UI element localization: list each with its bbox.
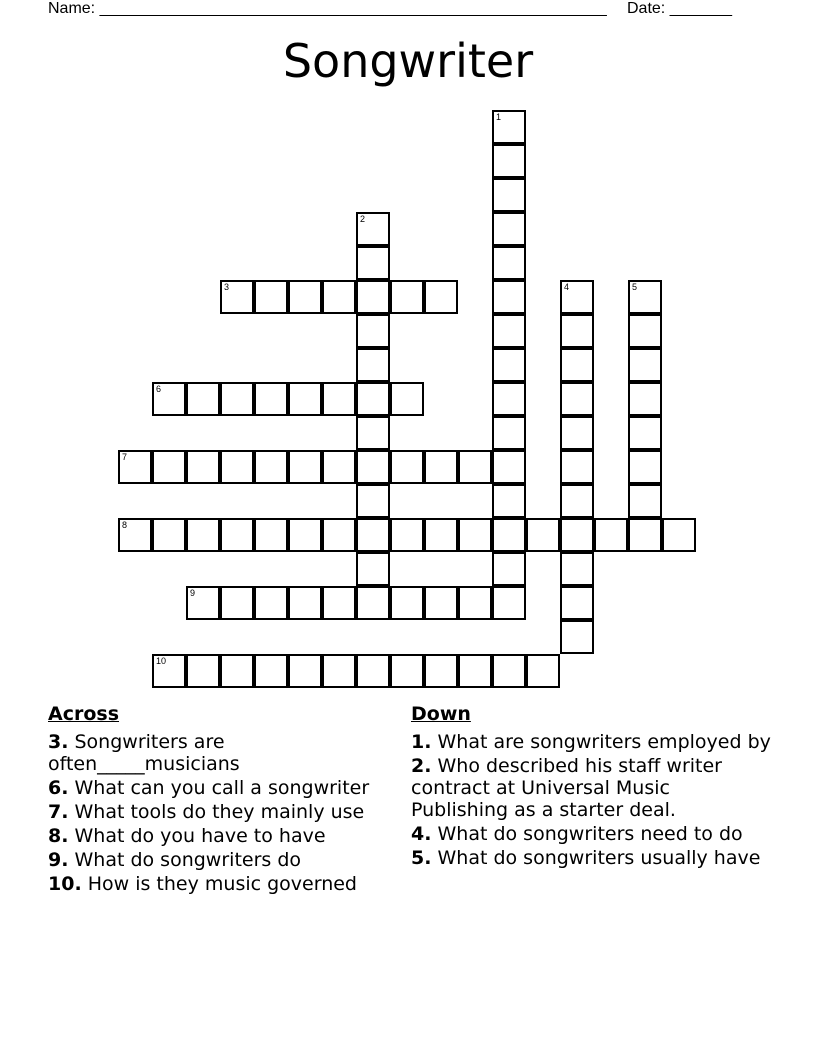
crossword-cell[interactable]	[186, 382, 220, 416]
clue-number: 10.	[48, 873, 82, 895]
crossword-cell[interactable]	[492, 654, 526, 688]
crossword-cell[interactable]	[322, 654, 356, 688]
crossword-cell[interactable]	[424, 586, 458, 620]
crossword-cell[interactable]	[492, 484, 526, 518]
clue-text: What do songwriters do	[74, 849, 302, 871]
crossword-cell[interactable]	[288, 450, 322, 484]
crossword-cell[interactable]	[560, 416, 594, 450]
crossword-cell[interactable]	[152, 382, 186, 416]
crossword-cell[interactable]	[594, 518, 628, 552]
crossword-cell[interactable]	[356, 654, 390, 688]
crossword-cell[interactable]	[628, 280, 662, 314]
crossword-cell[interactable]	[220, 586, 254, 620]
crossword-cell[interactable]	[560, 586, 594, 620]
crossword-cell[interactable]	[424, 654, 458, 688]
clue-number: 2.	[411, 755, 432, 777]
cell-number: 5	[632, 282, 638, 292]
crossword-cell[interactable]	[526, 518, 560, 552]
crossword-cell[interactable]	[220, 382, 254, 416]
clue-number: 9.	[48, 849, 69, 871]
crossword-cell[interactable]	[492, 552, 526, 586]
crossword-cell[interactable]	[628, 484, 662, 518]
clue-number: 8.	[48, 825, 69, 847]
cell-number: 6	[156, 384, 162, 394]
across-clue	[48, 731, 393, 775]
clue-text: What do songwriters need to do	[437, 823, 743, 845]
crossword-cell[interactable]	[458, 450, 492, 484]
crossword-cell[interactable]	[628, 382, 662, 416]
crossword-cell[interactable]	[254, 280, 288, 314]
crossword-cell[interactable]	[356, 450, 390, 484]
down-heading: Down	[411, 703, 471, 725]
crossword-cell[interactable]	[560, 620, 594, 654]
crossword-cell[interactable]	[560, 280, 594, 314]
crossword-cell[interactable]	[458, 586, 492, 620]
crossword-cell[interactable]	[492, 246, 526, 280]
clue-text: What can you call a songwriter	[74, 777, 370, 799]
crossword-cell[interactable]	[458, 518, 492, 552]
crossword-cell[interactable]	[492, 382, 526, 416]
down-clue	[411, 823, 771, 845]
name-field-label: Name: _________________________________________________________	[48, 0, 607, 17]
crossword-cell[interactable]	[628, 348, 662, 382]
crossword-cell[interactable]	[390, 280, 424, 314]
cell-number: 3	[224, 282, 230, 292]
crossword-cell[interactable]	[526, 654, 560, 688]
across-clue	[48, 849, 393, 871]
cell-number: 9	[190, 588, 196, 598]
crossword-cell[interactable]	[220, 518, 254, 552]
down-clues	[411, 703, 771, 871]
date-field-label: Date: _______	[627, 0, 732, 17]
crossword-cell[interactable]	[288, 586, 322, 620]
down-clue	[411, 731, 771, 753]
crossword-cell[interactable]	[152, 450, 186, 484]
crossword-cell[interactable]	[220, 654, 254, 688]
crossword-cell[interactable]	[118, 518, 152, 552]
crossword-cell[interactable]	[254, 518, 288, 552]
crossword-cell[interactable]	[560, 314, 594, 348]
crossword-cell[interactable]	[458, 654, 492, 688]
clue-text: What tools do they mainly use	[74, 801, 365, 823]
crossword-cell[interactable]	[390, 382, 424, 416]
crossword-cell[interactable]	[356, 280, 390, 314]
clue-number: 6.	[48, 777, 69, 799]
crossword-cell[interactable]	[254, 654, 288, 688]
crossword-cell[interactable]	[424, 280, 458, 314]
clue-text: Songwriters are often_____musicians	[48, 731, 240, 775]
cell-number: 1	[496, 112, 502, 122]
across-clue	[48, 777, 393, 799]
crossword-cell[interactable]	[118, 450, 152, 484]
crossword-cell[interactable]	[288, 280, 322, 314]
across-clue	[48, 825, 393, 847]
clue-text: What are songwriters employed by	[437, 731, 771, 753]
clue-number: 3.	[48, 731, 69, 753]
crossword-cell[interactable]	[356, 484, 390, 518]
clue-number: 7.	[48, 801, 69, 823]
crossword-cell[interactable]	[356, 416, 390, 450]
crossword-cell[interactable]	[424, 450, 458, 484]
clue-number: 4.	[411, 823, 432, 845]
crossword-cell[interactable]	[390, 518, 424, 552]
crossword-cell[interactable]	[560, 484, 594, 518]
cell-number: 8	[122, 520, 128, 530]
crossword-cell[interactable]	[492, 144, 526, 178]
crossword-cell[interactable]	[390, 654, 424, 688]
crossword-cell[interactable]	[628, 416, 662, 450]
across-heading: Across	[48, 703, 120, 725]
crossword-cell[interactable]	[356, 382, 390, 416]
clue-number: 5.	[411, 847, 432, 869]
crossword-cell[interactable]	[356, 586, 390, 620]
crossword-cell[interactable]	[390, 586, 424, 620]
crossword-cell[interactable]	[288, 518, 322, 552]
crossword-cell[interactable]	[322, 382, 356, 416]
crossword-cell[interactable]	[356, 552, 390, 586]
cell-number: 7	[122, 452, 128, 462]
crossword-cell[interactable]	[492, 110, 526, 144]
crossword-cell[interactable]	[662, 518, 696, 552]
crossword-cell[interactable]	[628, 450, 662, 484]
crossword-cell[interactable]	[492, 416, 526, 450]
crossword-cell[interactable]	[492, 280, 526, 314]
crossword-cell[interactable]	[220, 450, 254, 484]
cell-number: 4	[564, 282, 570, 292]
down-clue	[411, 847, 771, 869]
clue-text: What do you have to have	[74, 825, 326, 847]
crossword-cell[interactable]	[390, 450, 424, 484]
clue-text: What do songwriters usually have	[437, 847, 761, 869]
crossword-cell[interactable]	[560, 382, 594, 416]
crossword-cell[interactable]	[254, 450, 288, 484]
crossword-cell[interactable]	[322, 586, 356, 620]
down-clue	[411, 755, 771, 821]
crossword-cell[interactable]	[492, 450, 526, 484]
crossword-cell[interactable]	[322, 450, 356, 484]
crossword-cell[interactable]	[322, 518, 356, 552]
crossword-cell[interactable]	[424, 518, 458, 552]
crossword-cell[interactable]	[356, 212, 390, 246]
crossword-cell[interactable]	[186, 450, 220, 484]
crossword-cell[interactable]	[254, 586, 288, 620]
cell-number: 10	[156, 656, 167, 666]
crossword-cell[interactable]	[220, 280, 254, 314]
crossword-cell[interactable]	[356, 518, 390, 552]
crossword-cell[interactable]	[186, 518, 220, 552]
crossword-cell[interactable]	[492, 586, 526, 620]
crossword-cell[interactable]	[492, 348, 526, 382]
crossword-cell[interactable]	[186, 586, 220, 620]
crossword-cell[interactable]	[356, 246, 390, 280]
crossword-cell[interactable]	[356, 348, 390, 382]
clue-text: How is they music governed	[87, 873, 357, 895]
clue-text: Who described his staff writer contract at Universal Music Publishing as a starter deal.	[411, 755, 722, 821]
crossword-cell[interactable]	[492, 518, 526, 552]
crossword-cell[interactable]	[560, 348, 594, 382]
crossword-cell[interactable]	[152, 518, 186, 552]
crossword-cell[interactable]	[322, 280, 356, 314]
crossword-cell[interactable]	[186, 654, 220, 688]
crossword-cell[interactable]	[560, 450, 594, 484]
across-clue	[48, 801, 393, 823]
crossword-cell[interactable]	[628, 518, 662, 552]
crossword-cell[interactable]	[254, 382, 288, 416]
across-clues	[48, 703, 393, 897]
puzzle-title: Songwriter	[282, 34, 534, 88]
crossword-cell[interactable]	[492, 314, 526, 348]
crossword-cell[interactable]	[628, 314, 662, 348]
crossword-cell[interactable]	[288, 382, 322, 416]
across-clue	[48, 873, 393, 895]
crossword-cell[interactable]	[288, 654, 322, 688]
crossword-cell[interactable]	[356, 314, 390, 348]
clue-number: 1.	[411, 731, 432, 753]
crossword-cell[interactable]	[560, 518, 594, 552]
cell-number: 2	[360, 214, 366, 224]
crossword-cell[interactable]	[492, 178, 526, 212]
crossword-cell[interactable]	[152, 654, 186, 688]
crossword-cell[interactable]	[492, 212, 526, 246]
crossword-cell[interactable]	[560, 552, 594, 586]
